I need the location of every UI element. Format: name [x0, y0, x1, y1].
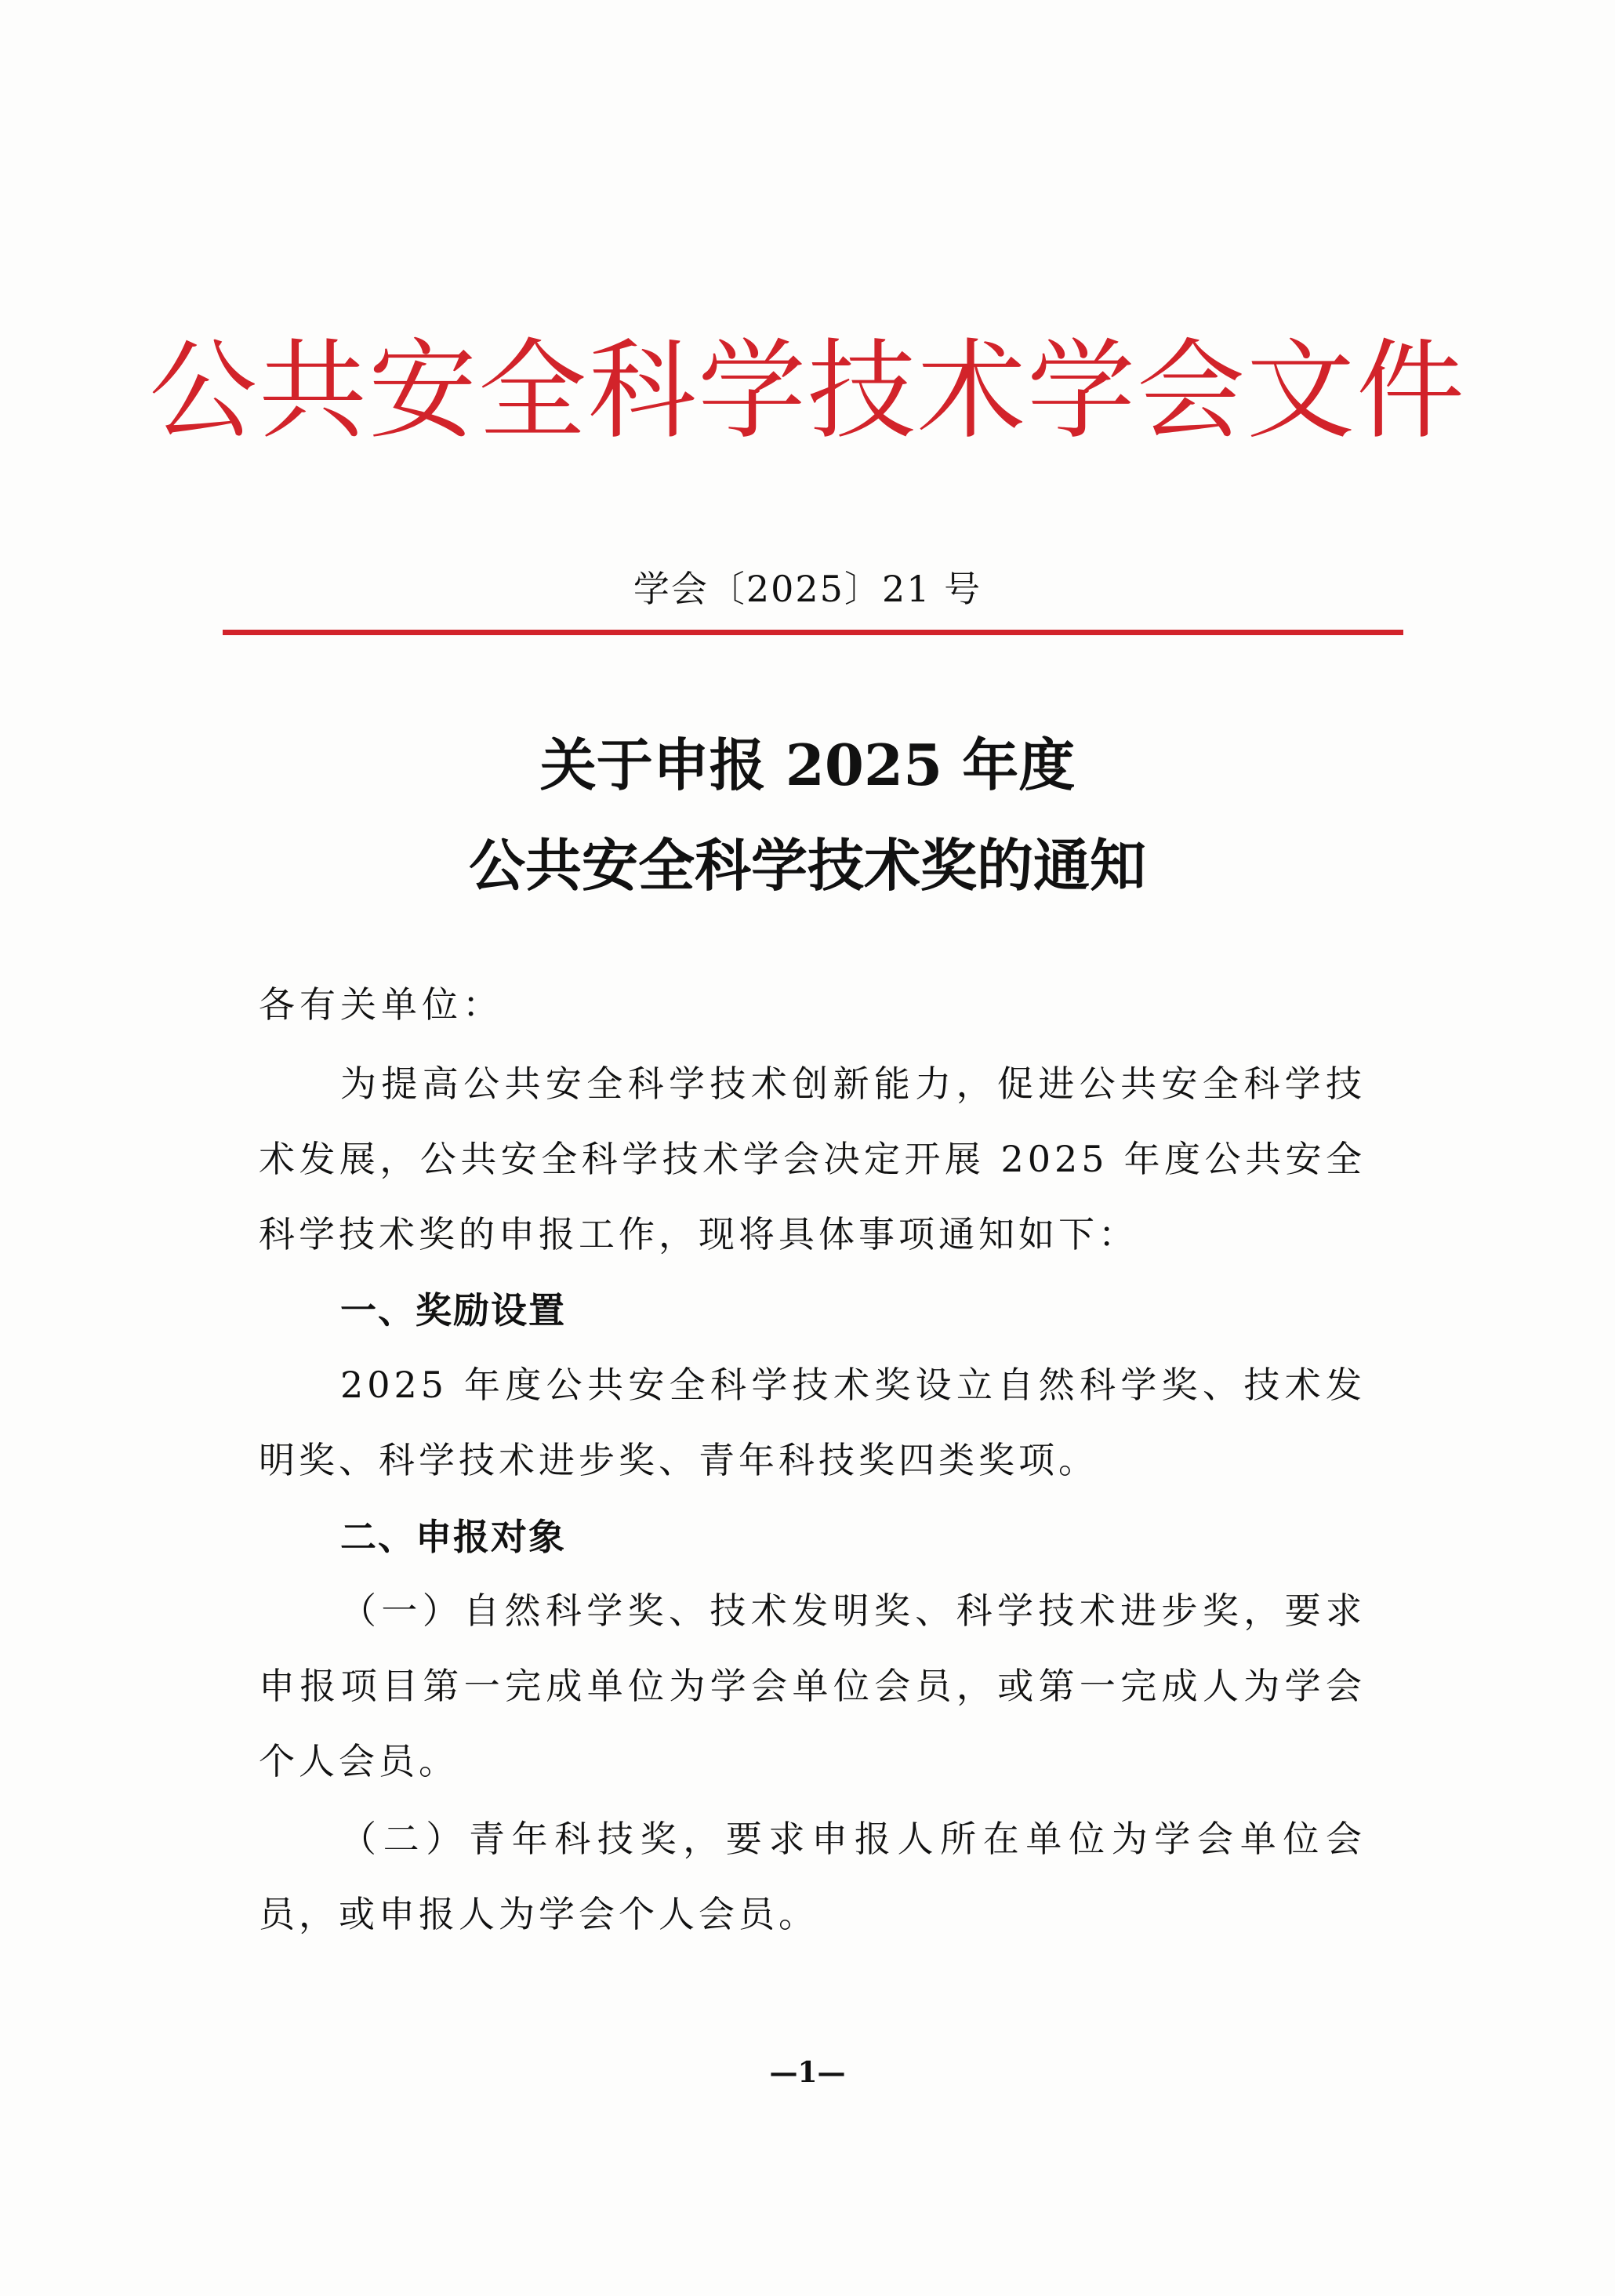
- section-2-heading: 二、申报对象: [340, 1516, 566, 1558]
- section-1-heading: 一、奖励设置: [340, 1289, 566, 1331]
- red-separator-rule: [223, 630, 1403, 635]
- page-number: —1—: [769, 2056, 846, 2089]
- notice-title-line-2: 公共安全科学技术奖的通知: [468, 832, 1146, 899]
- section-1-body: 2025 年度公共安全科学技术奖设立自然科学奖、技术发明奖、科学技术进步奖、青年科技奖四类奖项。: [259, 1364, 1366, 1481]
- salutation: 各有关单位：: [259, 983, 503, 1026]
- section-2-item-2: （二）青年科技奖，要求申报人所在单位为学会单位会员，或申报人为学会个人会员。: [259, 1818, 1366, 1935]
- document-number: 学会〔2025〕21 号: [633, 568, 982, 610]
- issuer-masthead-title: 公共安全科学技术学会文件: [148, 328, 1466, 454]
- section-2-item-1: （一）自然科学奖、技术发明奖、科学技术进步奖，要求申报项目第一完成单位为学会单位会员，或第一完成人为学会个人会员。: [259, 1589, 1366, 1782]
- intro-paragraph: 为提高公共安全科学技术创新能力，促进公共安全科学技术发展，公共安全科学技术学会决定开展 2025 年度公共安全科学技术奖的申报工作，现将具体事项通知如下：: [259, 1063, 1366, 1255]
- notice-title-line-1: 关于申报 2025 年度: [539, 732, 1076, 798]
